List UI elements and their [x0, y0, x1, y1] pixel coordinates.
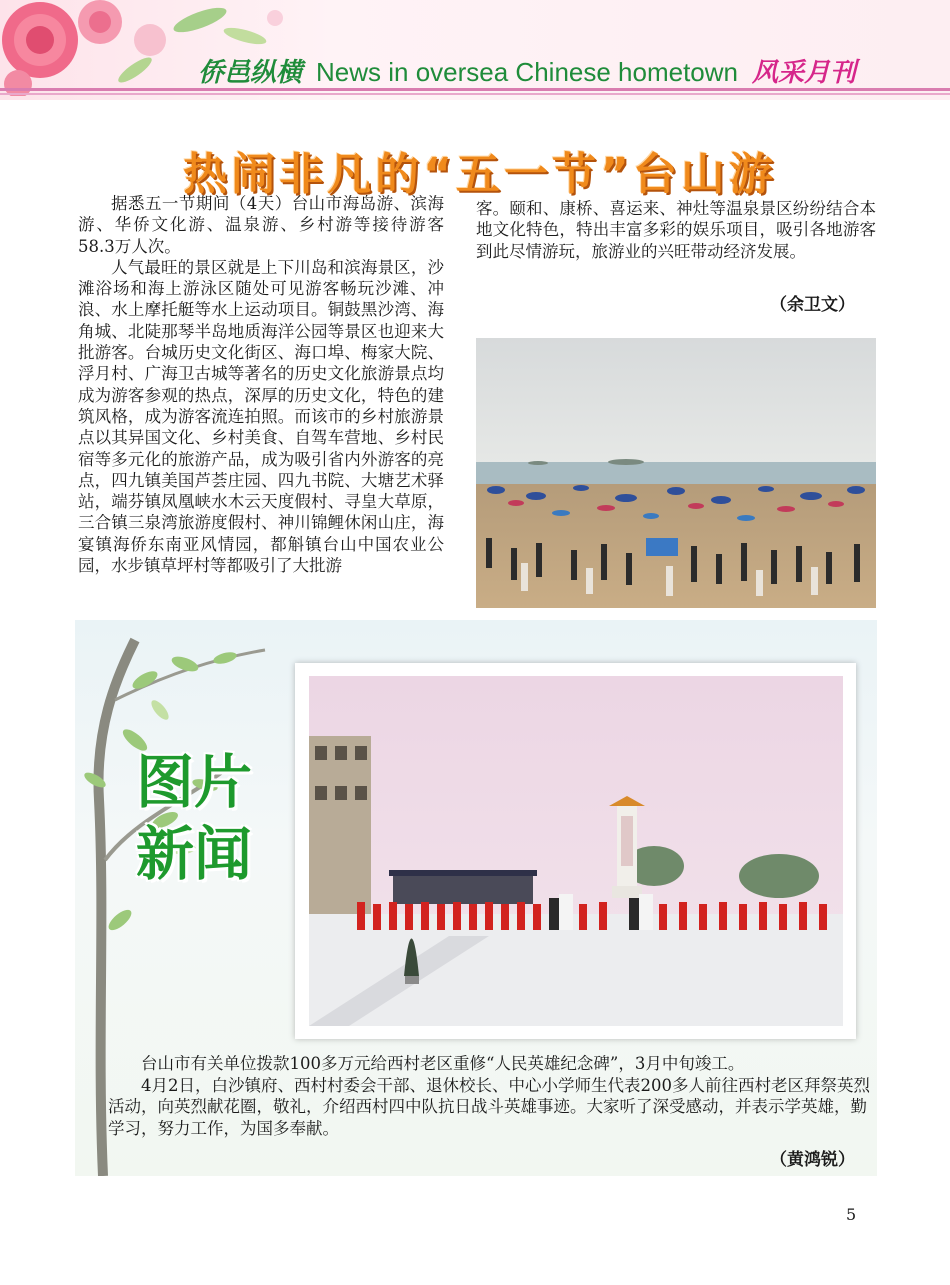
- page-header: [0, 0, 950, 100]
- section-title-en: News in oversea Chinese hometown: [316, 57, 739, 87]
- header-title: [198, 52, 856, 89]
- news-author: （黄鸿锐）: [770, 1150, 855, 1170]
- article-paragraph: 人气最旺的景区就是上下川岛和滨海景区，沙滩浴场和海上游泳区随处可见游客畅玩沙滩、冲浪、水上摩托艇等水上运动项目。铜鼓黑沙湾、海角城、北陡那琴半岛地质海洋公园等景区也迎来大批游客。台城历史文化街区、海口埠、梅家大院、浮月村、广海卫古城等著名的历史文化旅游景点均成为游客参观的热点，深厚的历史文化，特色的建筑风格，成为游客流连拍照。而该市的乡村旅游景点以其异国文化、乡村美食、自驾车营地、乡村民宿等多元化的旅游产品，成为吸引省内外游客的亮点，四九镇美国芦荟庄园、四九书院、大塘艺术驿站，端芬镇凤凰峡水木云天度假村、寻皇大草原，三合镇三泉湾旅游度假村、神川锦鲤休闲山庄，海宴镇海侨东南亚风情园，都斛镇台山中国农业公园，水步镇草坪村等都吸引了大批游: [78, 257, 444, 576]
- article-paragraph: 据悉五一节期间（4天）台山市海岛游、滨海游、华侨文化游、温泉游、乡村游等接待游客58.3万人次。: [78, 194, 444, 256]
- photo-news-title-line1: 图片: [136, 748, 253, 816]
- photo-news-body: [108, 1053, 876, 1139]
- article-title: 热闹非凡的“五一节”台山游: [183, 149, 777, 200]
- news-paragraph: 台山市有关单位拨款100多万元给西村老区重修“人民英雄纪念碑”，3月中旬竣工。: [141, 1054, 745, 1073]
- photo-news-title: [136, 746, 252, 890]
- magazine-name: 风采月刊: [752, 57, 857, 87]
- article-paragraph: 客。颐和、康桥、喜运来、神灶等温泉景区纷纷结合本地文化特色，特出丰富多彩的娱乐项目，吸引各地游客到此尽情游玩，旅游业的兴旺带动经济发展。: [476, 199, 876, 261]
- article-right-column: [476, 198, 876, 262]
- article-author: （余卫文）: [770, 295, 855, 315]
- article-left-column: [78, 193, 444, 576]
- section-title-cn: 侨邑纵横: [198, 57, 303, 87]
- beach-crowd-photo: [476, 338, 876, 608]
- photo-news-title-line2: 新闻: [136, 820, 253, 888]
- page-number: 5: [846, 1205, 857, 1224]
- header-divider: [0, 88, 950, 91]
- header-divider-thin: [0, 93, 950, 95]
- monument-ceremony-photo: [309, 676, 843, 1026]
- news-paragraph: 4月2日，白沙镇府、西村村委会干部、退休校长、中心小学师生代表200多人前往西村老区拜祭英烈活动，向英烈献花圈，敬礼，介绍西村四中队抗日战斗英雄事迹。大家听了深受感动，并表示学英雄，勤学习，努力工作，为国多奉献。: [108, 1075, 870, 1138]
